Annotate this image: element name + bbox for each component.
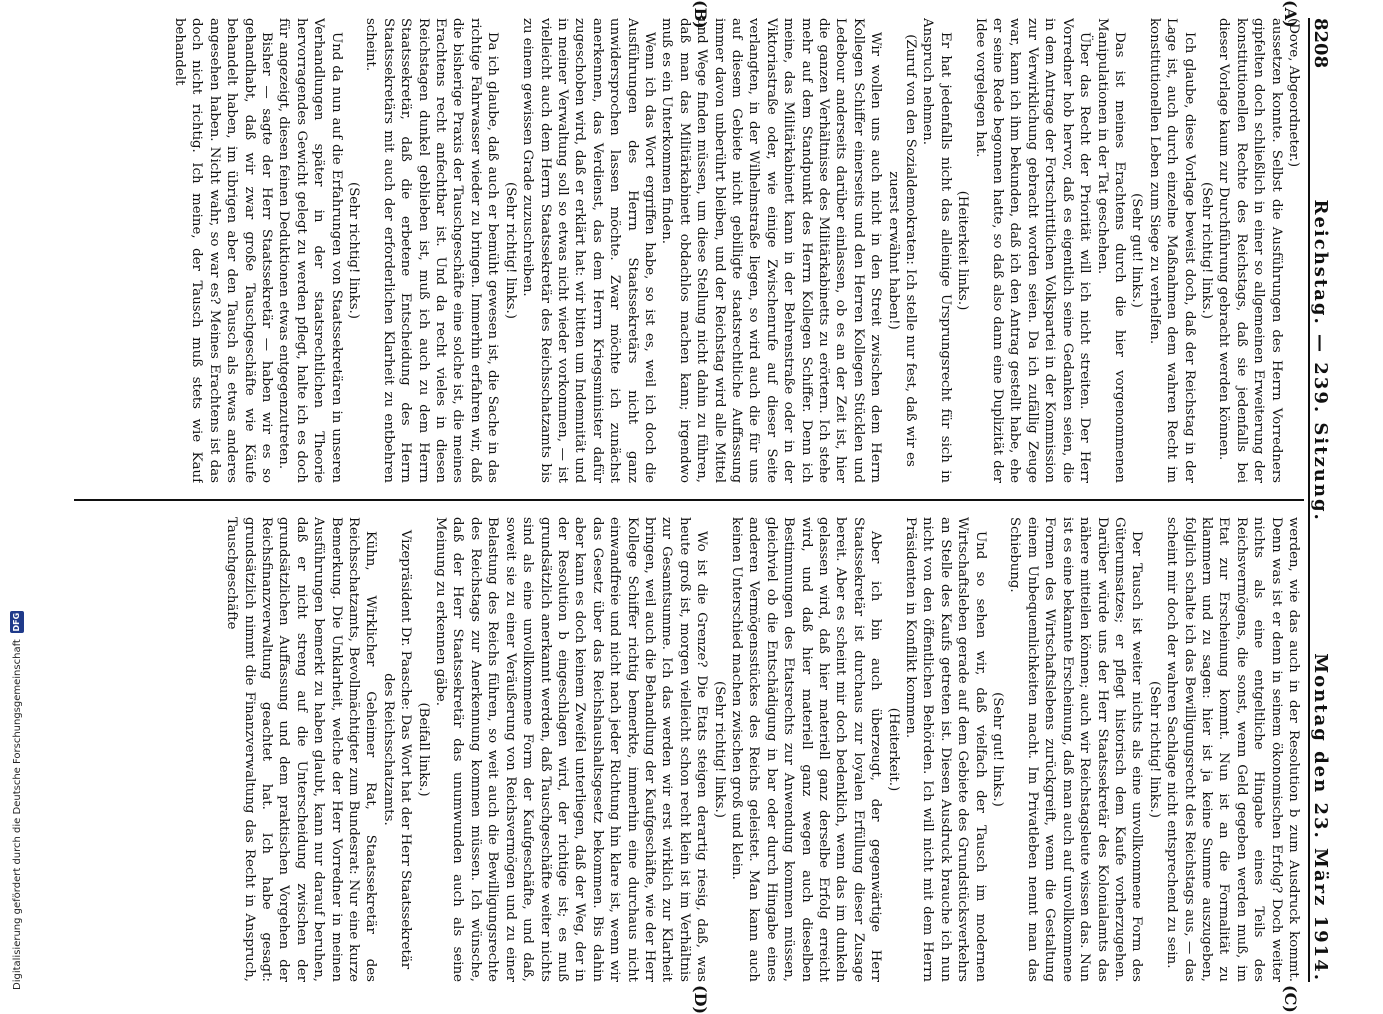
left-column	[82, 18, 1302, 483]
paragraph: aussetzen konnte. Selbst die Ausführungen des Herrn Vorredners gipfelten doch schließlich in einer so allgemeinen Erweiterung der konstitutionellen Rechte des Reichstags, daß sie jedenfalls bei dieser Vorlage kaum zur Durchführung gebracht werden können.	[1216, 18, 1284, 483]
paragraph: Und da nun auf die Erfahrungen von Staatssekretären in unseren Verhandlungen später in der staatsrechtlichen Theorie hervorragendes Gewicht gelegt zu werden pflegt, halte ich es doch für angezeigt, diesen feinen Deduktionen etwas entgegenzutreten.	[276, 18, 344, 483]
paragraph: Wenn ich das Wort ergriffen habe, so ist es, weil ich doch die Ausführungen des Herrn Staatssekretärs nicht ganz unwidersprochen lassen möchte. Zwar möchte ich zunächst anerkennen, das Verdienst, das dem Herrn Kriegsminister dafür zugeschoben wird, daß er erklärt hat: wir bitten um Indemnität und in meiner Verwaltung soll so etwas nicht wieder vorkommen, — ist vielleicht auch dem Herrn Staatssekretär des Reichsschatzamts bis zu einem gewissen Grade zuzuschreiben.	[520, 18, 657, 483]
paragraph: werden, wie das auch in der Resolution b zum Ausdruck kommt. Denn was ist er denn in seinem ökonomischen Erfolg? Doch weiter nichts als eine entgeltliche Hingabe eines Teils des Reichsvermögens, die sonst, wenn Geld gegeben werden muß, im Etat zur Erscheinung kommt. Nun ist an die Formalität zu klammern und zu sagen: hier ist ja keine Summe auszugeben, folglich schalte ich das Bewilligungsrecht des Reichstags aus, — das scheint mir doch der wahren Sachlage nicht entsprechend zu sein.	[1164, 517, 1301, 982]
interjection: (Sehr gut! links.)	[990, 692, 1006, 807]
page-number: 8208	[1310, 18, 1331, 69]
interjection: (Heiterkeit links.)	[955, 190, 971, 311]
paragraph: Das ist meines Erachtens durch die hier vorgenommenen Manipulationen in der Tat geschehen.	[1094, 18, 1127, 483]
interjection: Vizepräsident Dr. Paasche: Das Wort hat der Herr Staatssekretär des Reichsschatzamts.	[380, 529, 414, 970]
paragraph: Über das Recht der Priorität will ich nicht streiten. Der Herr Vorredner hob hervor, daß es eigentlich seine Gedanken seien, die in dem Antrage der Fortschrittlichen Volkspartei in der Kommission zur Verwirklichung gebracht worden seien. Da ich zufällig Zeuge war, kann ich ihm bekunden, daß ich den Antrag gestellt habe, ehe er seine Rede begonnen hatte, so daß also dann eine Duplizität der Idee vorgelegen hat.	[972, 18, 1093, 483]
paragraph: Da ich glaube, daß auch er bemüht gewesen ist, die Sache in das richtige Fahrwasser wieder zu bringen. Immerhin erfahren wir, daß die bisherige Praxis der Tauschgeschäfte eine solche ist, die meines Erachtens recht anfechtbar ist. Und da recht vieles in diesen Reichstagen dunkel geblieben ist, muß ich auch zu dem Herrn Staatssekretär, daß die erbetene Entscheidung des Herrn Staatssekretärs mit auch der erforderlichen Klarheit zu entbehren scheint.	[363, 18, 501, 483]
interjection: (Sehr richtig! links.)	[1146, 681, 1162, 818]
newspaper-page	[50, 0, 1350, 1014]
credit-text: Digitalisierung gefördert durch die Deutsche Forschungsgemeinschaft	[11, 639, 23, 990]
interjection: (Sehr richtig! links.)	[346, 182, 362, 319]
column-divider	[74, 499, 1304, 501]
interjection: (Sehr richtig! links.)	[502, 182, 518, 319]
paragraph: Er hat jedenfalls nicht das alleinige Ursprungsrecht für sich in Anspruch nehmen.	[920, 18, 953, 483]
session-date: Montag den 23. März 1914.	[1310, 653, 1331, 982]
paragraph: Kühn, Wirklicher Geheimer Rat, Staatssekretär des Reichsschatzamts, Bevollmächtigter zum Bundesrat: Nur eine kurze Bemerkung. Die Unklarheit, welche der Herr Vorredner in meinen Ausführungen bemerkt zu haben glaubt, kann nur darauf beruhen, daß er nicht streng auf die Unterscheidung zwischen der grundsätzlichen Auffassung und dem praktischen Vorgehen der Reichsfinanzverwaltung geachtet hat. Ich habe gesagt: grundsätzlich nimmt die Finanzverwaltung das Recht in Anspruch, Tauschgeschäfte	[224, 517, 379, 982]
interjection: (Sehr gut! links.)	[1129, 193, 1145, 308]
page-header	[1308, 18, 1340, 982]
section-marker-d: (D)	[691, 985, 710, 1014]
section-marker-b: (B)	[691, 0, 710, 29]
paragraph: (Dove, Abgeordneter.)	[1286, 18, 1301, 168]
paragraph: Wo ist die Grenze? Die Etats steigen derartig riesig, daß, was heute groß ist, morgen vielleicht schon recht klein ist im Verhältnis zur Gesamtsumme. Ich das werden wir erst wirklich zur Klarheit bringen, weil auch die Behandlung der Kaufgeschäfte, wie der Herr Kollege Schiffer richtig bemerkte, immerhin eine durchaus nicht einwandfreie und nicht nach jeder Richtung hin klare ist, wenn wir das Gesetz über das Reichshaushaltsgesetz bekommen. Bis dahin aber kann es doch keinem Zweifel unterliegen, daß der Weg, der in der Resolution b eingeschlagen wird, der richtige ist; es muß grundsätzlich anerkannt werden, daß Tauschgeschäfte weiter nichts sind als eine unvollkommene Form der Kaufgeschäfte, und daß, soweit sie zu einer Veräußerung von Reichsvermögen und zu einer Belastung des Reichs führen, so weit auch die Bewilligungsrechte des Reichstags zur Anerkennung kommen müssen. Ich wünsche, daß der Herr Staatssekretär das unumwunden auch als seine Meinung zu erkennen gäbe.	[433, 517, 710, 982]
paragraph: Der Tausch ist weiter nichts als eine unvollkommene Form des Güterumsatzes; er pflegt historisch dem Kaufe vorherzugehen. Darüber würde uns der Herr Staatssekretär des Kolonialamts das nähere mitteilen können; auch wir Reichstagsleute wissen das. Nun ist es eine bekannte Erscheinung, daß man auch auf unvollkommene Formen des Wirtschaftslebens zurückgreift, wenn die Gestaltung einem Unbequemlichkeiten macht. Im Privatleben nennt man das Schiebung.	[1007, 517, 1145, 982]
interjection: (Beifall links.)	[415, 702, 431, 797]
paragraph: Und so sehen wir, daß vielfach der Tausch im modernen Wirtschaftsleben gerade auf dem Gebiete des Grundstücksverkehrs an Stelle des Kaufs getreten ist. Diesen Ausdruck brauche ich nun nicht von den öffentlichen Behörden. Ich will nicht mit dem Herrn Präsidenten in Konflikt kommen.	[903, 517, 988, 982]
paragraph: Aber ich bin auch überzeugt, der gegenwärtige Herr Staatssekretär ist durchaus zur loyalen Erfüllung dieser Zusage bereit. Aber es scheint mir doch bedenklich, wenn das im dunkeln gelassen wird, daß hier materiell ganz derselbe Erfolg erreicht wird, und daß hier materiell ganz wegen auch dieselben Bestimmungen des Etatsrechts zur Anwendung kommen müssen, gleichviel ob die Entschädigung in bar oder durch Hingabe eines anderen Vermögensstückes des Reichs geleistet. Man kann auch keinen Unterschied machen zwischen groß und klein.	[729, 517, 884, 982]
paragraph: Bisher — sagte der Herr Staatssekretär — haben wir es so gehandhabt, daß wir zwar große Tauschgeschäfte wie Käufe behandelt haben, im übrigen aber den Tausch als etwas anderes angesehen haben. Nicht wahr, so war es? Meines Erachtens ist das doch nicht richtig. Ich meine, der Tausch muß stets wie Kauf behandelt	[172, 18, 275, 483]
paragraph: Wir wollen uns auch nicht in den Streit zwischen dem Herrn Kollegen Schiffer einerseits und den Herren Kollegen Stücklen und Ledebour anderseits darüber einlassen, ob es an der Zeit ist, hier die ganzen Verhältnisse des Militärkabinetts zu erörtern. Ich stehe mehr auf dem Standpunkt des Herrn Kollegen Schiffer. Denn ich meine, das Militärkabinett kann in der Behrenstraße oder in der Viktoriastraße oder, wie einige Zwischenrufe auf dieser Seite verlangten, in der Wilhelmstraße liegen, so wird auch die für uns auf diesem Gebiete nicht gebilligte staatsrechtliche Auffassung immer davon unberührt bleiben, und der Reichstag wird alle Mittel und Wege finden müssen, um diese Stellung nicht dahin zu führen, daß man das Militärkabinett obdachlos machen kann; irgendwo muß es ein Unterkommen finden.	[659, 18, 884, 483]
footer-credit	[6, 0, 28, 1000]
interjection: (Sehr richtig! links.)	[711, 681, 727, 818]
dfg-logo: DFG	[10, 611, 24, 633]
section-marker-a: (A)	[1281, 0, 1300, 28]
section-marker-c: (C)	[1281, 985, 1300, 1013]
page-title: Reichstag. — 239. Sitzung.	[1310, 199, 1331, 522]
right-column	[82, 517, 1302, 982]
paragraph: Ich glaube, diese Vorlage beweist doch, daß der Reichstag in der Lage ist, auch durch einzelne Maßnahmen dem wahren Recht im konstitutionellen Leben zum Siege zu verhelfen.	[1146, 18, 1197, 483]
interjection: (Heiterkeit.)	[885, 707, 901, 792]
interjection: (Sehr richtig! links.)	[1198, 182, 1214, 319]
interjection: (Zuruf von den Sozialdemokraten: Ich stelle nur fest, daß wir es zuerst erwähnt haben!)	[885, 34, 919, 467]
